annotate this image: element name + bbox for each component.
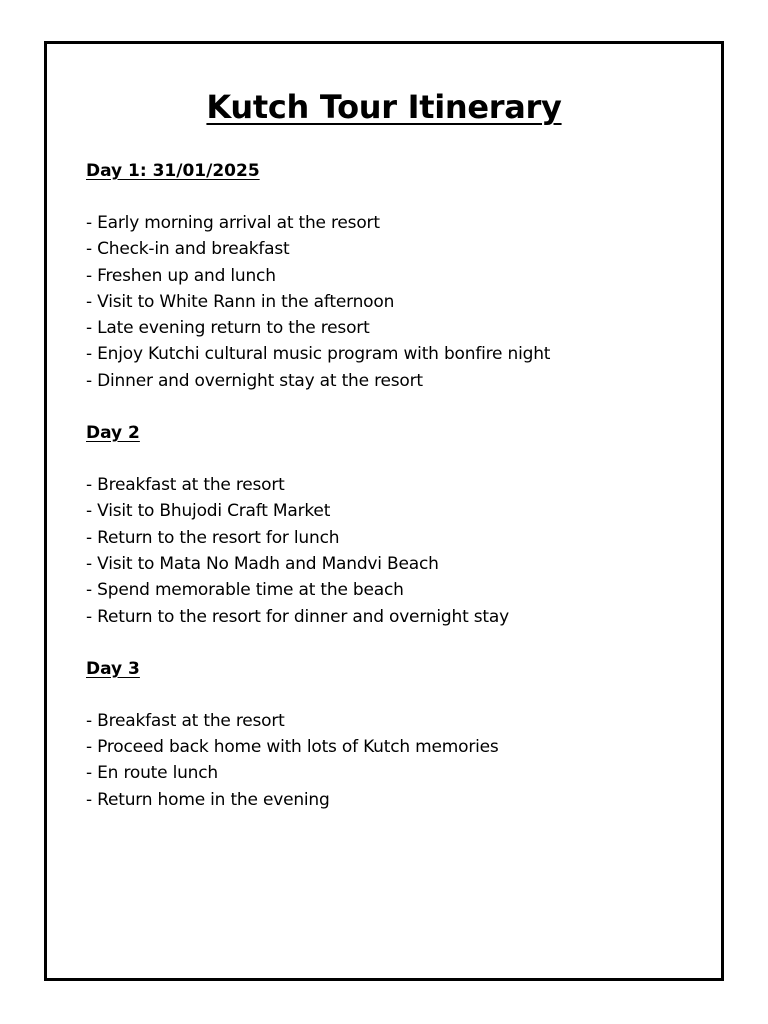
list-item: - Visit to White Rann in the afternoon [86,291,395,312]
day-2-activity-list [86,472,586,630]
itinerary-content [86,158,586,839]
list-item: - Visit to Mata No Madh and Mandvi Beach [86,553,439,574]
list-item: - Proceed back home with lots of Kutch memories [86,737,499,758]
list-item: - Return home in the evening [86,789,330,810]
list-item: - En route lunch [86,763,218,784]
list-item: - Dinner and overnight stay at the resort [86,370,423,391]
list-item: - Spend memorable time at the beach [86,580,404,601]
list-item: - Late evening return to the resort [86,318,370,339]
day-1-activity-list [86,210,586,394]
list-item: - Return to the resort for lunch [86,527,340,548]
list-item: - Return to the resort for dinner and overnight stay [86,606,509,627]
day-3-activity-list [86,708,586,813]
day-1-heading: Day 1: 31/01/2025 [86,161,260,181]
day-2-section [86,420,586,630]
list-item: - Breakfast at the resort [86,710,285,731]
list-item: - Enjoy Kutchi cultural music program with bonfire night [86,344,551,365]
list-item: - Early morning arrival at the resort [86,213,380,233]
day-3-section [86,656,586,813]
day-2-heading: Day 2 [86,423,140,444]
day-1-section [86,158,586,394]
list-item: - Check-in and breakfast [86,239,290,260]
list-item: - Visit to Bhujodi Craft Market [86,501,331,522]
day-3-heading: Day 3 [86,658,140,679]
list-item: - Freshen up and lunch [86,265,276,286]
document-title: Kutch Tour Itinerary [206,88,562,126]
list-item: - Breakfast at the resort [86,475,285,496]
